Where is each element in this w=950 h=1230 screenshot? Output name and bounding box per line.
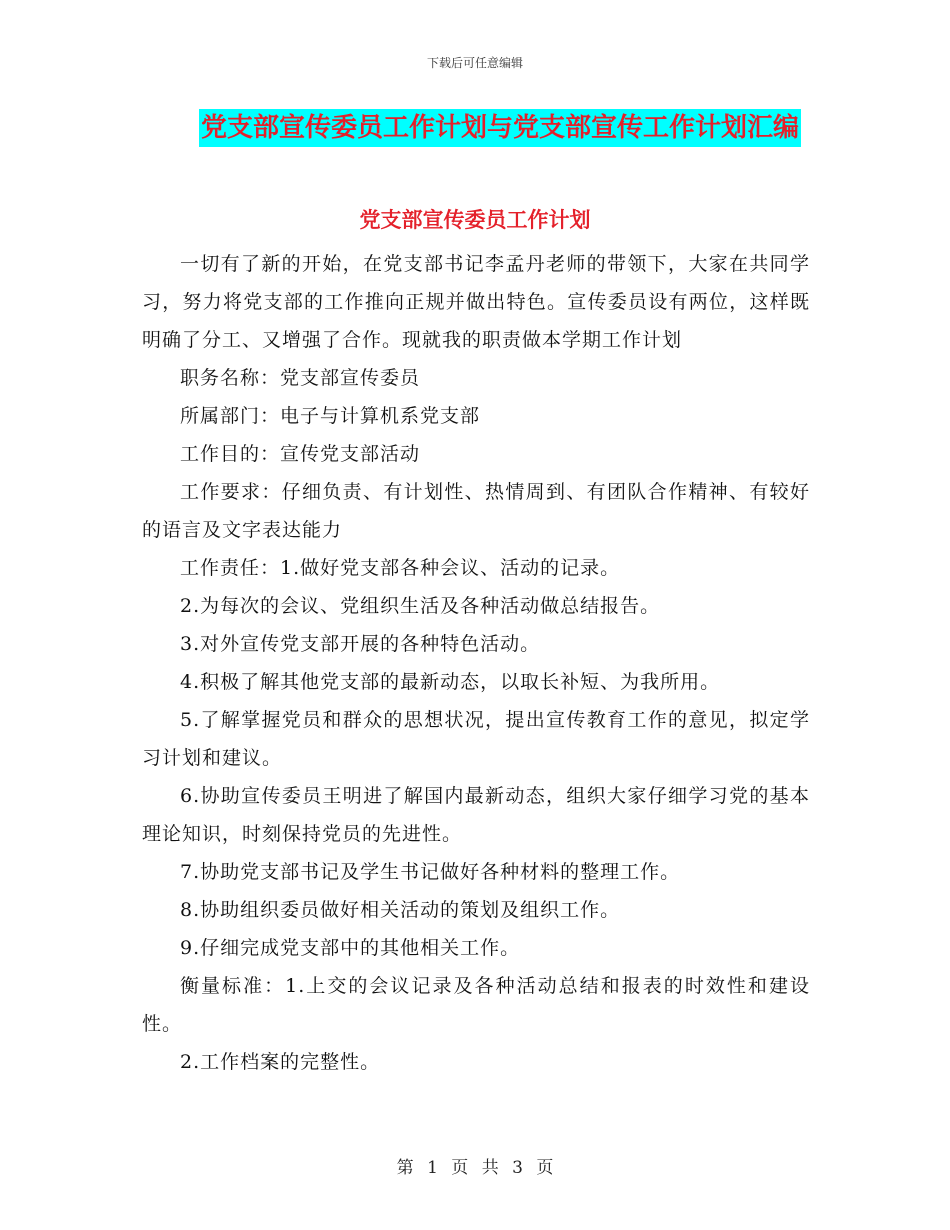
paragraph: 职务名称：党支部宣传委员 xyxy=(180,367,421,389)
page-footer: 第 1 页 共 3 页 xyxy=(396,1158,554,1178)
paragraph: 工作目的：宣传党支部活动 xyxy=(180,443,421,465)
paragraph: 2.工作档案的完整性。 xyxy=(180,1051,381,1073)
section-title: 党支部宣传委员工作计划 xyxy=(359,208,591,232)
paragraph: 衡量标准：1.上交的会议记录及各种活动总结和报表的时效性和建设性。 xyxy=(142,975,810,1035)
body-text xyxy=(142,245,810,1081)
document-title xyxy=(0,109,950,147)
paragraph: 工作要求：仔细负责、有计划性、热情周到、有团队合作精神、有较好的语言及文字表达能力 xyxy=(142,481,810,541)
paragraph: 所属部门：电子与计算机系党支部 xyxy=(180,405,481,427)
paragraph: 4.积极了解其他党支部的最新动态，以取长补短、为我所用。 xyxy=(180,671,721,693)
paragraph: 工作责任：1.做好党支部各种会议、活动的记录。 xyxy=(180,557,621,579)
paragraph: 9.仔细完成党支部中的其他相关工作。 xyxy=(180,937,521,959)
paragraph: 一切有了新的开始，在党支部书记李孟丹老师的带领下，大家在共同学习，努力将党支部的工作推向正规并做出特色。宣传委员设有两位，这样既明确了分工、又增强了合作。现就我的职责做本学期工作计划 xyxy=(142,253,810,351)
header-note: 下载后可任意编辑 xyxy=(426,56,523,70)
paragraph: 6.协助宣传委员王明进了解国内最新动态，组织大家仔细学习党的基本理论知识，时刻保持党员的先进性。 xyxy=(142,785,810,845)
paragraph: 7.协助党支部书记及学生书记做好各种材料的整理工作。 xyxy=(180,861,681,883)
paragraph: 5.了解掌握党员和群众的思想状况，提出宣传教育工作的意见，拟定学习计划和建议。 xyxy=(142,709,810,769)
paragraph: 8.协助组织委员做好相关活动的策划及组织工作。 xyxy=(180,899,621,921)
paragraph: 3.对外宣传党支部开展的各种特色活动。 xyxy=(180,633,541,655)
paragraph: 2.为每次的会议、党组织生活及各种活动做总结报告。 xyxy=(180,595,661,617)
document-title-text: 党支部宣传委员工作计划与党支部宣传工作计划汇编 xyxy=(199,109,801,147)
